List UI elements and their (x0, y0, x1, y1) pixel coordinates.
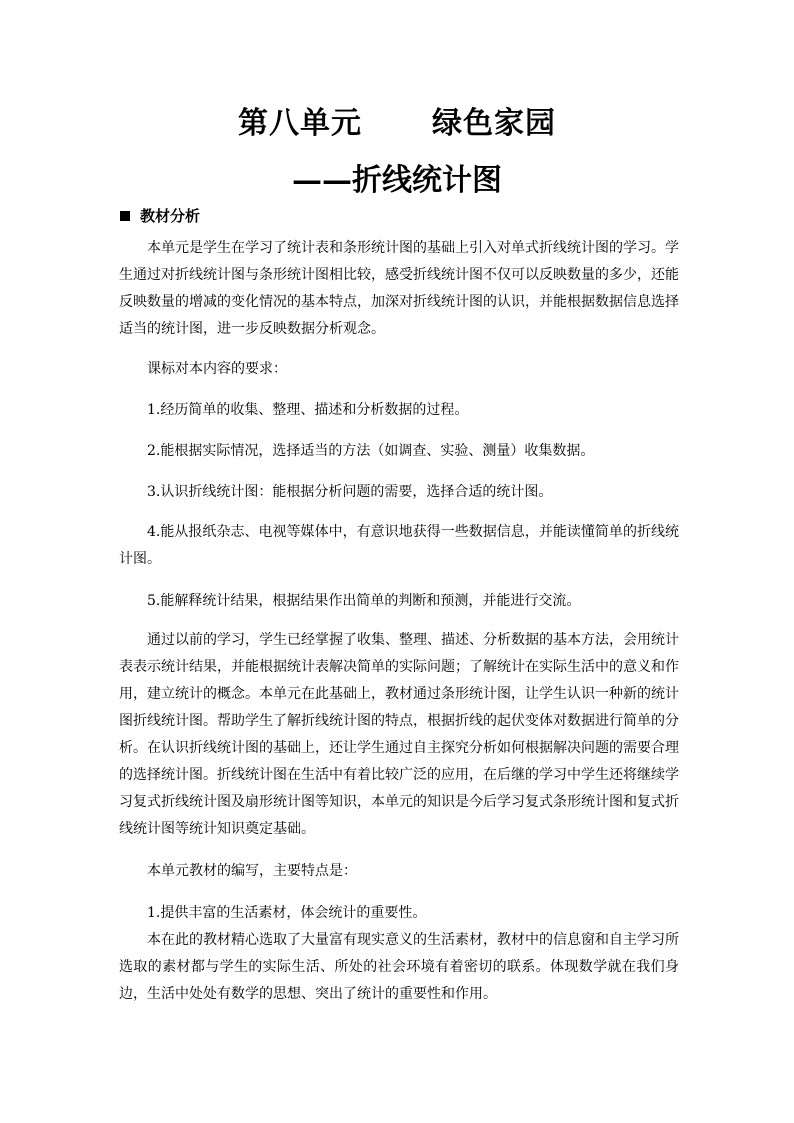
unit-subtitle: ——折线统计图 (292, 163, 502, 198)
feature-item-1: 1.提供丰富的生活素材，体会统计的重要性。 (147, 905, 427, 921)
section-heading-text: 教材分析 (140, 207, 201, 225)
paragraph-intro: 本单元是学生在学习了统计表和条形统计图的基础上引入对单式折线统计图的学习。学生通过对折线统计图与条形统计图相比较，感受折线统计图不仅可以反映数量的多少，还能反映数量的增减的变化情况的基本特点，加深对折线统计图的认识，并能根据数据信息选择适当的统计图，进一步反映数据分析观念。 (119, 240, 679, 337)
section-heading (120, 205, 200, 226)
requirement-item-2: 2.能根据实际情况，选择适当的方法（如调查、实验、测量）收集数据。 (147, 443, 595, 459)
paragraph-requirements-lead: 课标对本内容的要求： (147, 361, 287, 377)
square-bullet-icon (120, 211, 130, 221)
requirement-item-1: 1.经历简单的收集、整理、描述和分析数据的过程。 (147, 402, 469, 418)
paragraph-features-lead: 本单元教材的编写，主要特点是： (147, 863, 357, 879)
requirement-item-5: 5.能解释统计结果，根据结果作出简单的判断和预测，并能进行交流。 (147, 593, 581, 609)
requirement-item-4: 4.能从报纸杂志、电视等媒体中，有意识地获得一些数据信息，并能读懂简单的折线统计图。 (119, 524, 679, 567)
unit-title (0, 98, 794, 142)
paragraph-feature-detail: 本在此的教材精心选取了大量富有现实意义的生活素材，教材中的信息窗和自主学习所选取的素材都与学生的实际生活、所处的社会环境有着密切的联系。体现数学就在我们身边，生活中处处有数学的思想、突出了统计的重要性和作用。 (119, 932, 679, 1002)
requirement-item-3: 3.认识折线统计图：能根据分析问题的需要，选择合适的统计图。 (147, 484, 553, 500)
unit-name: 绿色家园 (432, 106, 556, 141)
paragraph-prior-learning: 通过以前的学习，学生已经掌握了收集、整理、描述、分析数据的基本方法，会用统计表表示统计结果，并能根据统计表解决简单的实际问题；了解统计在实际生活中的意义和作用，建立统计的概念。本单元在此基础上，教材通过条形统计图，让学生认识一种新的统计图折线统计图。帮助学生了解折线统计图的特点，根据折线的起伏变体对数据进行简单的分析。在认识折线统计图的基础上，还让学生通过自主探究分析如何根据解决问题的需要合理的选择统计图。折线统计图在生活中有着比较广泛的应用，在后继的学习中学生还将继续学习复式折线统计图及扇形统计图等知识，本单元的知识是今后学习复式条形统计图和复式折线统计图等统计知识奠定基础。 (119, 632, 679, 837)
unit-number: 第八单元 (238, 106, 362, 141)
